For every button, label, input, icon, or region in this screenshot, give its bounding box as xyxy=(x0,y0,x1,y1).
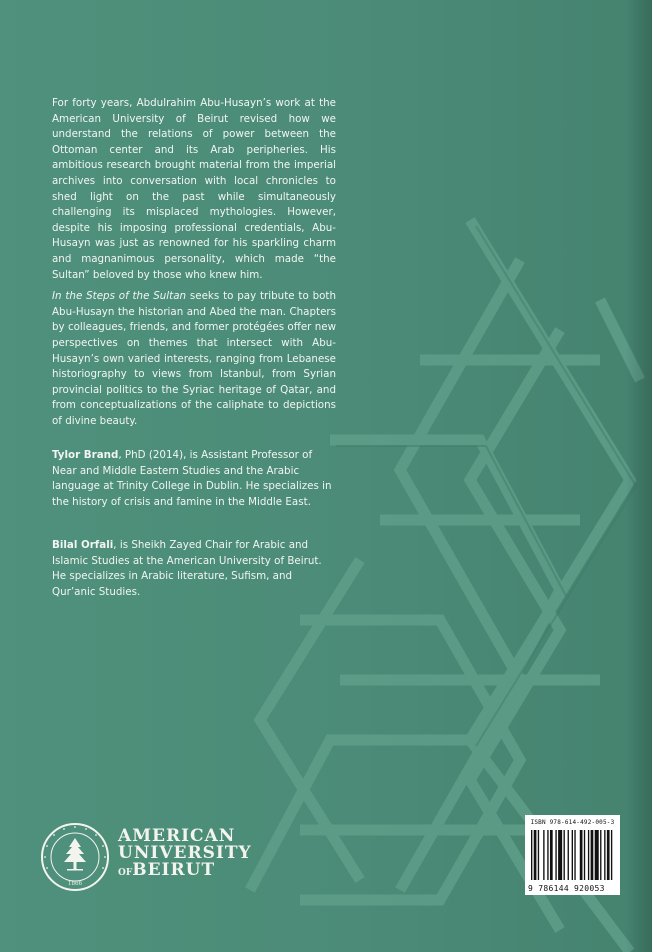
publisher-of: OF xyxy=(118,868,133,878)
description-paragraph-1: For forty years, Abdulrahim Abu-Husayn’s work at the American University of Beirut revised how we understand the relations of power between the Ottoman center and its Arab peripheries. His ambitious research brought material from the imperial archives into conversation with local chronicles to shed light on the past while simultaneously challenging its misplaced mythologies. However, despite his imposing professional credentials, Abu-Husayn was just as renowned for his sparkling charm and magnanimous personality, which made “the Sultan” beloved by those who knew him. xyxy=(52,97,336,281)
book-title: In the Steps of the Sultan xyxy=(52,290,187,303)
editor-bio-text: , PhD (2014), is Assistant Professor of Near and Middle Eastern Studies and the Arabic language at Trinity College in Dublin. He specializes in the history of crisis and famine in the Middle East. xyxy=(52,449,332,508)
isbn-barcode xyxy=(525,815,620,895)
barcode-bars xyxy=(531,830,615,880)
book-description xyxy=(52,96,336,435)
isbn-text: ISBN 978-614-492-005-3 xyxy=(530,819,615,826)
barcode-digits: 9 786144 920053 xyxy=(528,884,605,893)
description-paragraph-2-text: seeks to pay tribute to both Abu-Husayn the historian and Abed the man. Chapters by colleagues, friends, and former protégées offer new perspectives on themes that intersect with Abu-Husayn’s own varied interests, ranging from Lebanese historiography to views from Istanbul, from Syrian provincial politics to the Syriac heritage of Qatar, and from conceptualizations of the caliphate to depictions of divine beauty. xyxy=(52,290,336,427)
publisher-line-1: AMERICAN xyxy=(118,826,236,846)
publisher-logo xyxy=(40,822,260,904)
editor-name: Tylor Brand xyxy=(52,449,119,461)
description-paragraph-2 xyxy=(52,289,336,429)
aub-seal-icon xyxy=(40,822,110,892)
spine-shadow xyxy=(626,0,652,952)
publisher-line-2: UNIVERSITY xyxy=(118,843,252,863)
editor-bio-text: , is Sheikh Zayed Chair for Arabic and Islamic Studies at the American University of Beirut. He specializes in Arabic literature, Sufism, and Qur’anic Studies. xyxy=(52,539,322,598)
editor-name: Bilal Orfali xyxy=(52,539,114,551)
seal-year: 1866 xyxy=(68,881,82,887)
editor-bio-2 xyxy=(52,538,336,600)
publisher-beirut: BEIRUT xyxy=(132,860,216,880)
editor-bio-1 xyxy=(52,448,336,510)
publisher-name xyxy=(118,828,252,882)
publisher-line-3 xyxy=(118,862,252,882)
